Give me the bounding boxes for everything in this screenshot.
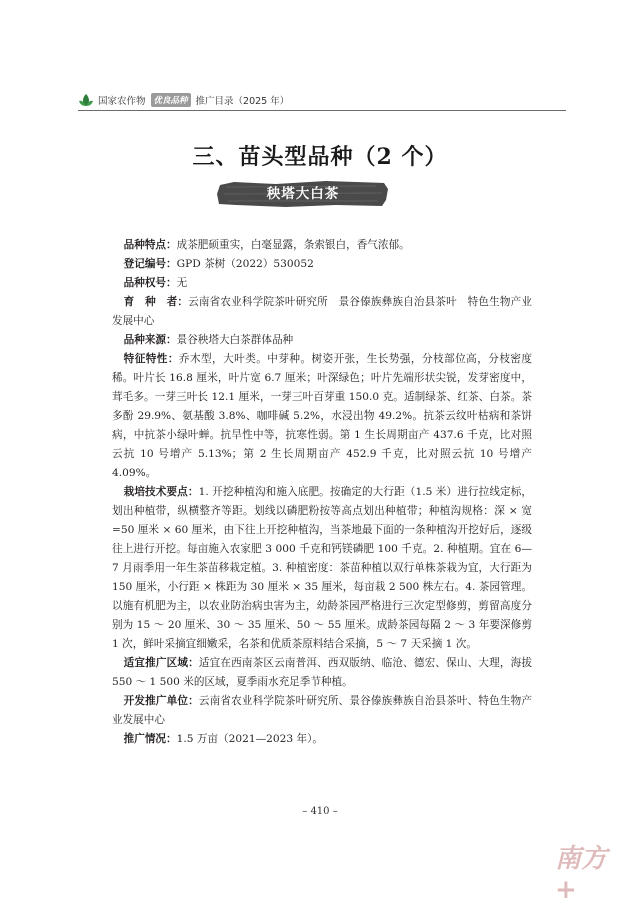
detail-field [112,350,532,483]
detail-field [112,255,532,274]
field-value: 云南省农业科学院茶叶研究所、景谷傣族彝族自治县茶叶、特色生物产业发展中心 [112,695,532,726]
detail-field [112,331,532,350]
leaf-logo-icon [78,93,94,107]
running-header [78,93,289,107]
variety-name: 秧塔大白茶 [266,186,340,202]
detail-field [112,274,532,293]
variety-details [112,236,532,749]
field-value: 成茶肥硕重实，白毫显露，条索银白，香气浓郁。 [176,239,410,251]
field-label: 品种特点： [123,239,177,251]
detail-field [112,293,532,331]
variety-banner [216,180,390,208]
field-label: 育 种 者： [123,296,189,308]
page-number: – 410 – [302,806,338,817]
field-label: 特征特性： [123,353,179,365]
field-value: GPD 茶树（2022）530052 [176,258,314,270]
field-value: 无 [176,277,188,289]
header-stamp: 优良品种 [151,93,191,107]
field-value: 1. 开挖种植沟和施入底肥。按确定的大行距（1.5 米）进行拉线定标，划出种植带，纵横整齐等距。划线以磷肥粉按等高点划出种植带；种植沟规格：深 × 宽 =50 厘米 × 60 厘米，由下往上开挖种植沟，当茶地最下面的一条种植沟开挖好后，逐级往上进行开挖。每亩施入农家肥 3 000 千克和钙镁磷肥 100 千克。2. 种植期。宜在 6—7 月雨季用一年生茶苗移栽定植。3. 种植密度：茶苗种植以双行单株茶栽为宜，大行距为 150 厘米，小行距 × 株距为 30 厘米 × 35 厘米，每亩栽 2 500 株左右。4. 茶园管理。以施有机肥为主，以农业防治病虫害为主，幼龄茶园严格进行三次定型修剪，剪留高度分别为 15 ～ 20 厘米、30 ～ 35 厘米、50 ～ 55 厘米。成龄茶园每隔 2 ～ 3 年要深修剪 1 次，鲜叶采摘宜细嫩采，名茶和优质茶原料结合采摘，5 ～ 7 天采摘 1 次。 [112,486,533,650]
field-value: 1.5 万亩（2021—2023 年）。 [176,733,323,745]
field-label: 登记编号： [123,258,177,270]
detail-field [112,483,532,654]
field-label: 适宜推广区域： [123,657,199,669]
field-label: 品种来源： [123,334,177,346]
field-label: 栽培技术要点： [123,486,199,498]
field-label: 开发推广单位： [123,695,199,707]
field-label: 品种权号： [123,277,177,289]
detail-field [112,236,532,255]
field-label: 推广情况： [123,733,177,745]
section-title: 三、苗头型品种（2 个） [192,144,448,170]
detail-field [112,654,532,692]
field-value: 云南省农业科学院茶叶研究所 景谷傣族彝族自治县茶叶 特色生物产业发展中心 [112,296,532,327]
detail-field [112,692,532,730]
header-suffix: 推广目录（2025 年） [195,96,290,107]
header-rule [78,110,566,111]
field-value: 适宜在西南茶区云南普洱、西双版纳、临沧、德宏、保山、大理，海拔 550 ～ 1 500 米的区域，夏季雨水充足季节种植。 [112,657,532,688]
header-prefix: 国家农作物 [98,96,146,107]
watermark: 南方+ [555,844,608,905]
field-value: 景谷秧塔大白茶群体品种 [176,334,294,346]
field-value: 乔木型，大叶类。中芽种。树姿开张，生长势强，分枝部位高，分枝密度稀。叶片长 16.8 厘米，叶片宽 6.7 厘米；叶深绿色；叶片先端形状尖锐，发芽密度中，茸毛多。一芽三叶长 12.1 厘米，一芽三叶百芽重 150.0 克。适制绿茶、红茶、白茶。茶多酚 29.9%、氨基酸 3.8%、咖啡碱 5.2%，水浸出物 49.2%。抗茶云纹叶枯病和茶饼病，中抗茶小绿叶蝉。抗旱性中等，抗寒性弱。第 1 生长周期亩产 437.6 千克，比对照云抗 10 号增产 5.13%；第 2 生长周期亩产 452.9 千克，比对照云抗 10 号增产 4.09%。 [112,353,533,479]
detail-field [112,730,532,749]
